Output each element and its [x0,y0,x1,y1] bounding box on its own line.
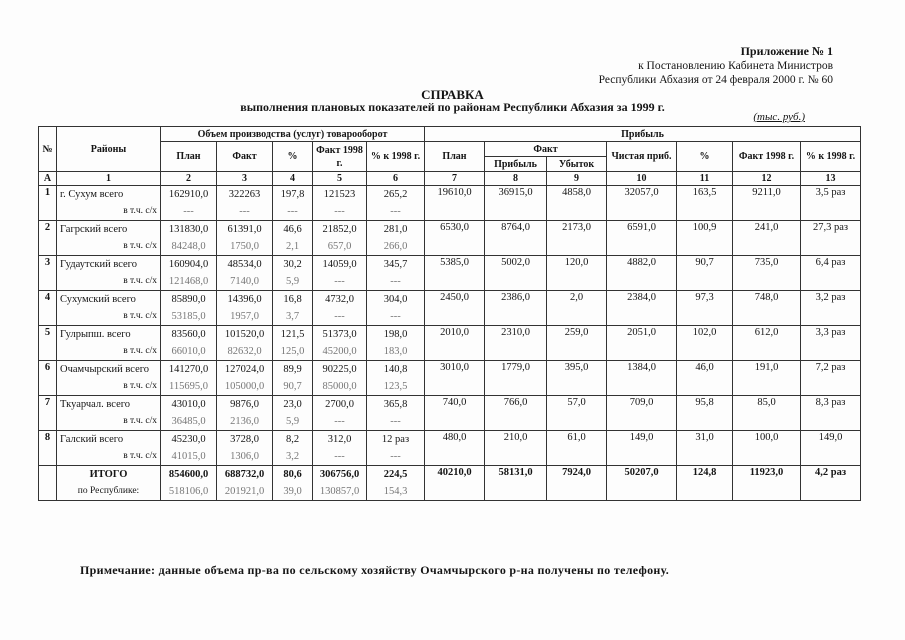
agri-value: 2,1 [273,238,313,256]
col-district: Районы [57,127,161,172]
district-sub-label: по Республике: [57,483,161,501]
profit-value: 97,3 [677,291,733,326]
profit-value: 95,8 [677,396,733,431]
agri-value: 105000,0 [217,378,273,396]
table-row [39,256,861,274]
agri-value: 7140,0 [217,273,273,291]
production-value: 160904,0 [161,256,217,274]
production-value: 45230,0 [161,431,217,449]
appendix-line1: к Постановлению Кабинета Министров [638,60,833,72]
agri-value: 266,0 [367,238,425,256]
profit-value: 2010,0 [425,326,485,361]
profit-value: 3,5 раз [801,186,861,221]
agri-value: --- [313,413,367,431]
agri-value: --- [367,413,425,431]
col-profit-fact: Факт [485,142,607,157]
agri-value: 3,2 [273,448,313,466]
profit-value: 3,2 раз [801,291,861,326]
col-production-group: Объем производства (услуг) товарооборот [161,127,425,142]
agri-value: 36485,0 [161,413,217,431]
production-value: 162910,0 [161,186,217,204]
profit-value: 46,0 [677,361,733,396]
col-fact1998: Факт 1998 г. [313,142,367,172]
production-value: 46,6 [273,221,313,239]
agri-value: --- [313,203,367,221]
doc-subtitle: выполнения плановых показателей по районам Республики Абхазия за 1999 г. [240,100,665,114]
col-profit-pct: % [677,142,733,172]
production-value: 89,9 [273,361,313,379]
production-value: 30,2 [273,256,313,274]
index-cell: А [39,172,57,186]
index-cell: 6 [367,172,425,186]
production-value: 4732,0 [313,291,367,309]
profit-value: 2,0 [547,291,607,326]
agri-value: 84248,0 [161,238,217,256]
district-sub-label: в т.ч. с/х [57,448,161,466]
production-value: 141270,0 [161,361,217,379]
col-profit-pct1998: % к 1998 г. [801,142,861,172]
agri-value: 657,0 [313,238,367,256]
table-row [39,221,861,239]
profit-value: 2310,0 [485,326,547,361]
district-name: Гагрский всего [57,221,161,239]
district-sub-label: в т.ч. с/х [57,378,161,396]
agri-value: 45200,0 [313,343,367,361]
profit-value: 50207,0 [607,466,677,501]
production-value: 121,5 [273,326,313,344]
profit-value: 57,0 [547,396,607,431]
index-cell: 13 [801,172,861,186]
profit-value: 32057,0 [607,186,677,221]
district-sub-label: в т.ч. с/х [57,203,161,221]
appendix-line2: Республики Абхазия от 24 февраля 2000 г. № 60 [598,74,833,86]
agri-value: --- [367,273,425,291]
district-sub-label: в т.ч. с/х [57,273,161,291]
profit-value: 5385,0 [425,256,485,291]
table-row [39,186,861,204]
profit-value: 100,9 [677,221,733,256]
table-row [39,291,861,309]
agri-value: --- [367,448,425,466]
agri-value: 90,7 [273,378,313,396]
production-value: 90225,0 [313,361,367,379]
agri-value: 121468,0 [161,273,217,291]
production-value: 61391,0 [217,221,273,239]
production-value: 21852,0 [313,221,367,239]
agri-value: 39,0 [273,483,313,501]
profit-value: 709,0 [607,396,677,431]
profit-value: 3010,0 [425,361,485,396]
agri-value: 85000,0 [313,378,367,396]
profit-value: 61,0 [547,431,607,466]
report-table [38,126,861,501]
index-cell: 1 [57,172,161,186]
agri-value: --- [367,203,425,221]
agri-value: --- [313,273,367,291]
production-value: 14059,0 [313,256,367,274]
production-value: 43010,0 [161,396,217,414]
col-fact: Факт [217,142,273,172]
row-number: 4 [39,291,57,326]
agri-value: 1306,0 [217,448,273,466]
production-value: 48534,0 [217,256,273,274]
agri-value: --- [367,308,425,326]
row-number [39,466,57,501]
district-sub-label: в т.ч. с/х [57,343,161,361]
agri-value: 1750,0 [217,238,273,256]
profit-value: 5002,0 [485,256,547,291]
production-value: 23,0 [273,396,313,414]
profit-value: 163,5 [677,186,733,221]
profit-value: 58131,0 [485,466,547,501]
profit-value: 27,3 раз [801,221,861,256]
production-value: 80,6 [273,466,313,484]
agri-value: 41015,0 [161,448,217,466]
agri-value: 1957,0 [217,308,273,326]
profit-value: 1779,0 [485,361,547,396]
production-value: 51373,0 [313,326,367,344]
table-body [39,186,861,501]
table-row [39,361,861,379]
profit-value: 612,0 [733,326,801,361]
agri-value: --- [217,203,273,221]
production-value: 101520,0 [217,326,273,344]
production-value: 9876,0 [217,396,273,414]
table-row [39,326,861,344]
profit-value: 480,0 [425,431,485,466]
profit-value: 11923,0 [733,466,801,501]
col-profit-plan: План [425,142,485,172]
col-plan: План [161,142,217,172]
row-number: 8 [39,431,57,466]
index-cell: 3 [217,172,273,186]
agri-value: --- [313,308,367,326]
profit-value: 2450,0 [425,291,485,326]
doc-title: СПРАВКА [421,87,484,102]
production-value: 304,0 [367,291,425,309]
district-name: г. Сухум всего [57,186,161,204]
profit-value: 4882,0 [607,256,677,291]
agri-value: 201921,0 [217,483,273,501]
appendix-header [599,44,833,87]
production-value: 140,8 [367,361,425,379]
col-net: Чистая приб. [607,142,677,172]
profit-value: 120,0 [547,256,607,291]
agri-value: 130857,0 [313,483,367,501]
index-cell: 12 [733,172,801,186]
production-value: 12 раз [367,431,425,449]
index-cell: 2 [161,172,217,186]
production-value: 306756,0 [313,466,367,484]
col-pct: % [273,142,313,172]
profit-value: 4858,0 [547,186,607,221]
profit-value: 36915,0 [485,186,547,221]
profit-value: 191,0 [733,361,801,396]
col-profit-fact1998: Факт 1998 г. [733,142,801,172]
production-value: 265,2 [367,186,425,204]
table-row [39,466,861,484]
agri-value: 82632,0 [217,343,273,361]
profit-value: 6,4 раз [801,256,861,291]
row-number: 3 [39,256,57,291]
profit-value: 85,0 [733,396,801,431]
agri-value: 518106,0 [161,483,217,501]
agri-value: 115695,0 [161,378,217,396]
profit-value: 7924,0 [547,466,607,501]
units-label: (тыс. руб.) [753,111,805,123]
district-name: Гудаутский всего [57,256,161,274]
district-sub-label: в т.ч. с/х [57,413,161,431]
agri-value: 2136,0 [217,413,273,431]
profit-value: 2386,0 [485,291,547,326]
profit-value: 2051,0 [607,326,677,361]
appendix-number: Приложение № 1 [740,44,833,58]
production-value: 688732,0 [217,466,273,484]
production-value: 131830,0 [161,221,217,239]
profit-value: 4,2 раз [801,466,861,501]
profit-value: 735,0 [733,256,801,291]
agri-value: 123,5 [367,378,425,396]
profit-value: 149,0 [607,431,677,466]
profit-value: 766,0 [485,396,547,431]
index-cell: 4 [273,172,313,186]
profit-value: 102,0 [677,326,733,361]
table-row [39,396,861,414]
production-value: 3728,0 [217,431,273,449]
production-value: 312,0 [313,431,367,449]
row-number: 2 [39,221,57,256]
agri-value: 5,9 [273,273,313,291]
agri-value: --- [273,203,313,221]
index-cell: 10 [607,172,677,186]
profit-value: 259,0 [547,326,607,361]
index-row [39,172,861,186]
profit-value: 9211,0 [733,186,801,221]
production-value: 281,0 [367,221,425,239]
profit-value: 1384,0 [607,361,677,396]
production-value: 2700,0 [313,396,367,414]
production-value: 345,7 [367,256,425,274]
agri-value: 53185,0 [161,308,217,326]
district-name: Гулрыпш. всего [57,326,161,344]
agri-value: 66010,0 [161,343,217,361]
profit-value: 210,0 [485,431,547,466]
index-cell: 9 [547,172,607,186]
district-name: Очамчырский всего [57,361,161,379]
production-value: 322263 [217,186,273,204]
production-value: 14396,0 [217,291,273,309]
profit-value: 740,0 [425,396,485,431]
agri-value: 154,3 [367,483,425,501]
profit-value: 100,0 [733,431,801,466]
index-cell: 11 [677,172,733,186]
agri-value: 5,9 [273,413,313,431]
profit-value: 748,0 [733,291,801,326]
profit-value: 149,0 [801,431,861,466]
production-value: 197,8 [273,186,313,204]
profit-value: 6530,0 [425,221,485,256]
profit-value: 3,3 раз [801,326,861,361]
production-value: 16,8 [273,291,313,309]
production-value: 127024,0 [217,361,273,379]
col-num: № [39,127,57,172]
production-value: 8,2 [273,431,313,449]
production-value: 85890,0 [161,291,217,309]
col-profit-group: Прибыль [425,127,861,142]
index-cell: 7 [425,172,485,186]
index-cell: 5 [313,172,367,186]
agri-value: --- [313,448,367,466]
profit-value: 8764,0 [485,221,547,256]
profit-value: 31,0 [677,431,733,466]
production-value: 198,0 [367,326,425,344]
district-sub-label: в т.ч. с/х [57,238,161,256]
district-name: Ткуарчал. всего [57,396,161,414]
district-name: ИТОГО [57,466,161,484]
col-loss: Убыток [547,157,607,172]
production-value: 365,8 [367,396,425,414]
profit-value: 90,7 [677,256,733,291]
profit-value: 124,8 [677,466,733,501]
profit-value: 40210,0 [425,466,485,501]
agri-value: 3,7 [273,308,313,326]
profit-value: 7,2 раз [801,361,861,396]
profit-value: 19610,0 [425,186,485,221]
profit-value: 6591,0 [607,221,677,256]
col-profit: Прибыль [485,157,547,172]
district-name: Галский всего [57,431,161,449]
row-number: 1 [39,186,57,221]
production-value: 854600,0 [161,466,217,484]
index-cell: 8 [485,172,547,186]
row-number: 5 [39,326,57,361]
footnote: Примечание: данные объема пр-ва по сельскому хозяйству Очамчырского р-на получены по телефону. [80,563,670,577]
district-name: Сухумский всего [57,291,161,309]
production-value: 121523 [313,186,367,204]
table-row [39,431,861,449]
col-pct1998: % к 1998 г. [367,142,425,172]
profit-value: 2384,0 [607,291,677,326]
district-sub-label: в т.ч. с/х [57,308,161,326]
agri-value: --- [161,203,217,221]
profit-value: 241,0 [733,221,801,256]
agri-value: 125,0 [273,343,313,361]
production-value: 224,5 [367,466,425,484]
profit-value: 8,3 раз [801,396,861,431]
profit-value: 395,0 [547,361,607,396]
production-value: 83560,0 [161,326,217,344]
row-number: 7 [39,396,57,431]
row-number: 6 [39,361,57,396]
profit-value: 2173,0 [547,221,607,256]
agri-value: 183,0 [367,343,425,361]
